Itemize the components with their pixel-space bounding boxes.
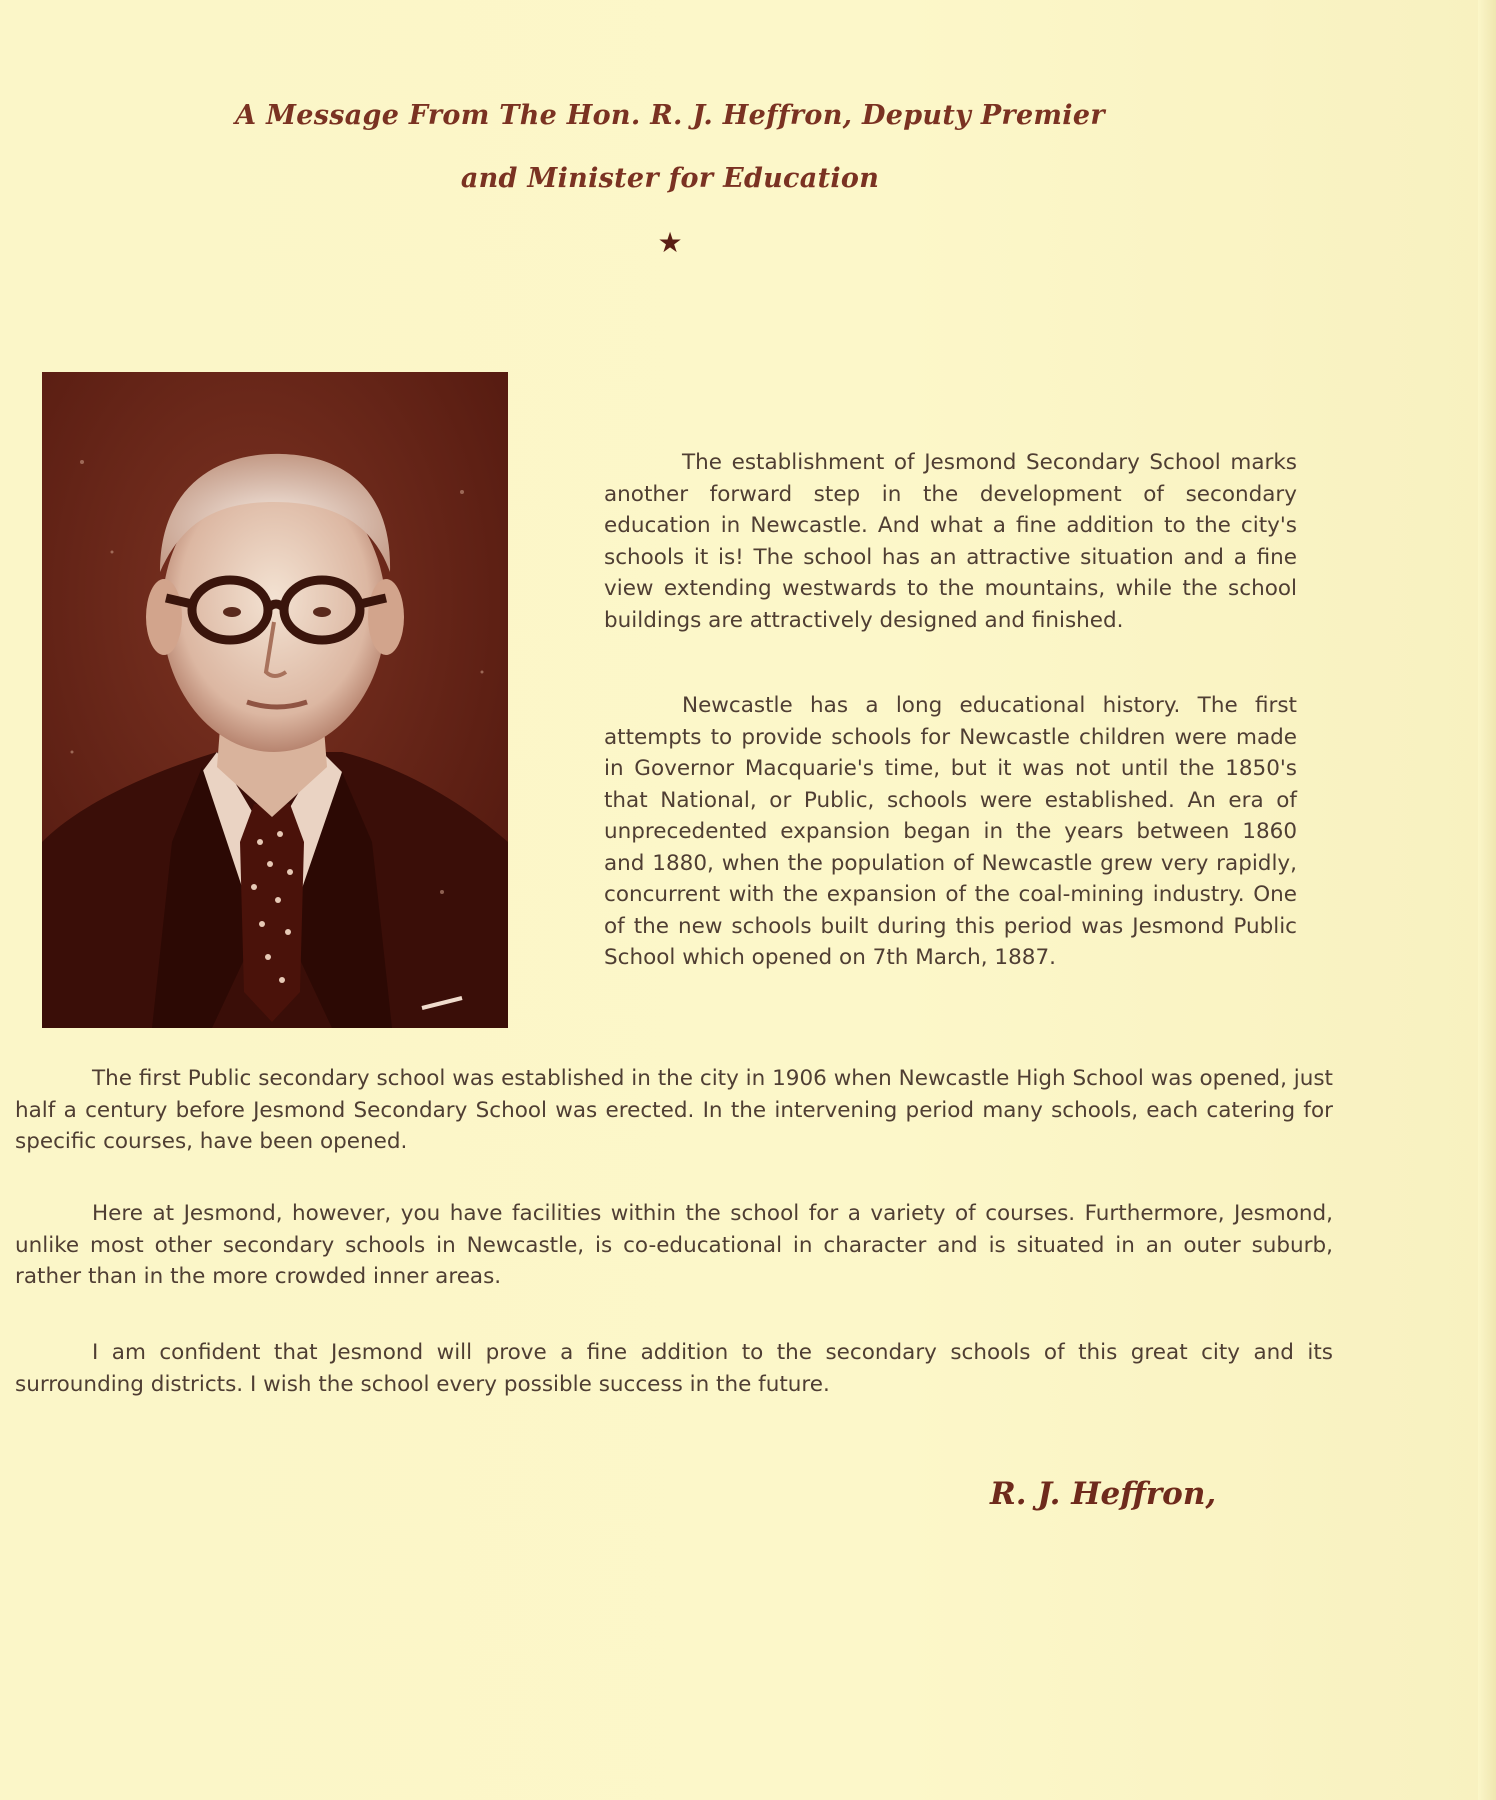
page-title-line-1: A Message From The Hon. R. J. Heffron, Deputy Premier [235,100,1105,131]
paragraph-first-secondary-school: The first Public secondary school was established in the city in 1906 when Newcastle High School was opened, just half a century before Jesmond Secondary School was erected. In the intervening period many schools, each catering for specific courses, have been opened. [15,1066,1333,1154]
paragraph-closing: I am confident that Jesmond will prove a fine addition to the secondary schools of this great city and its surrounding districts. I wish the school every possible success in the future. [15,1340,1333,1397]
portrait-photo [42,372,508,1028]
portrait-image [42,372,508,1028]
signature: R. J. Heffron, [990,1476,1217,1512]
paragraph-facilities: Here at Jesmond, however, you have facilities within the school for a variety of courses. Furthermore, Jesmond, unlike most other secondary schools in Newcastle, is co-educational in character and is situated in an outer suburb, rather than in the more crowded inner areas. [15,1201,1333,1289]
page-edge [1478,0,1496,1800]
paragraph-history: Newcastle has a long educational history. The first attempts to provide schools for Newcastle children were made in Governor Macquarie's time, but it was not until the 1850's that National, or Public, schools were established. An era of unprecedented expansion began in the years between 1860 and 1880, when the population of Newcastle grew very rapidly, concurrent with the expansion of the coal-mining industry. One of the new schools built during this period was Jesmond Public School which opened on 7th March, 1887. [604,693,1297,970]
star-icon: ★ [657,226,683,259]
paragraph-establishment: The establishment of Jesmond Secondary School marks another forward step in the development of secondary education in Newcastle. And what a fine addition to the city's schools it is! The school has an attractive situation and a fine view extending westwards to the mountains, while the school buildings are attractively designed and finished. [604,450,1297,633]
page-title-line-2: and Minister for Education [460,163,880,194]
